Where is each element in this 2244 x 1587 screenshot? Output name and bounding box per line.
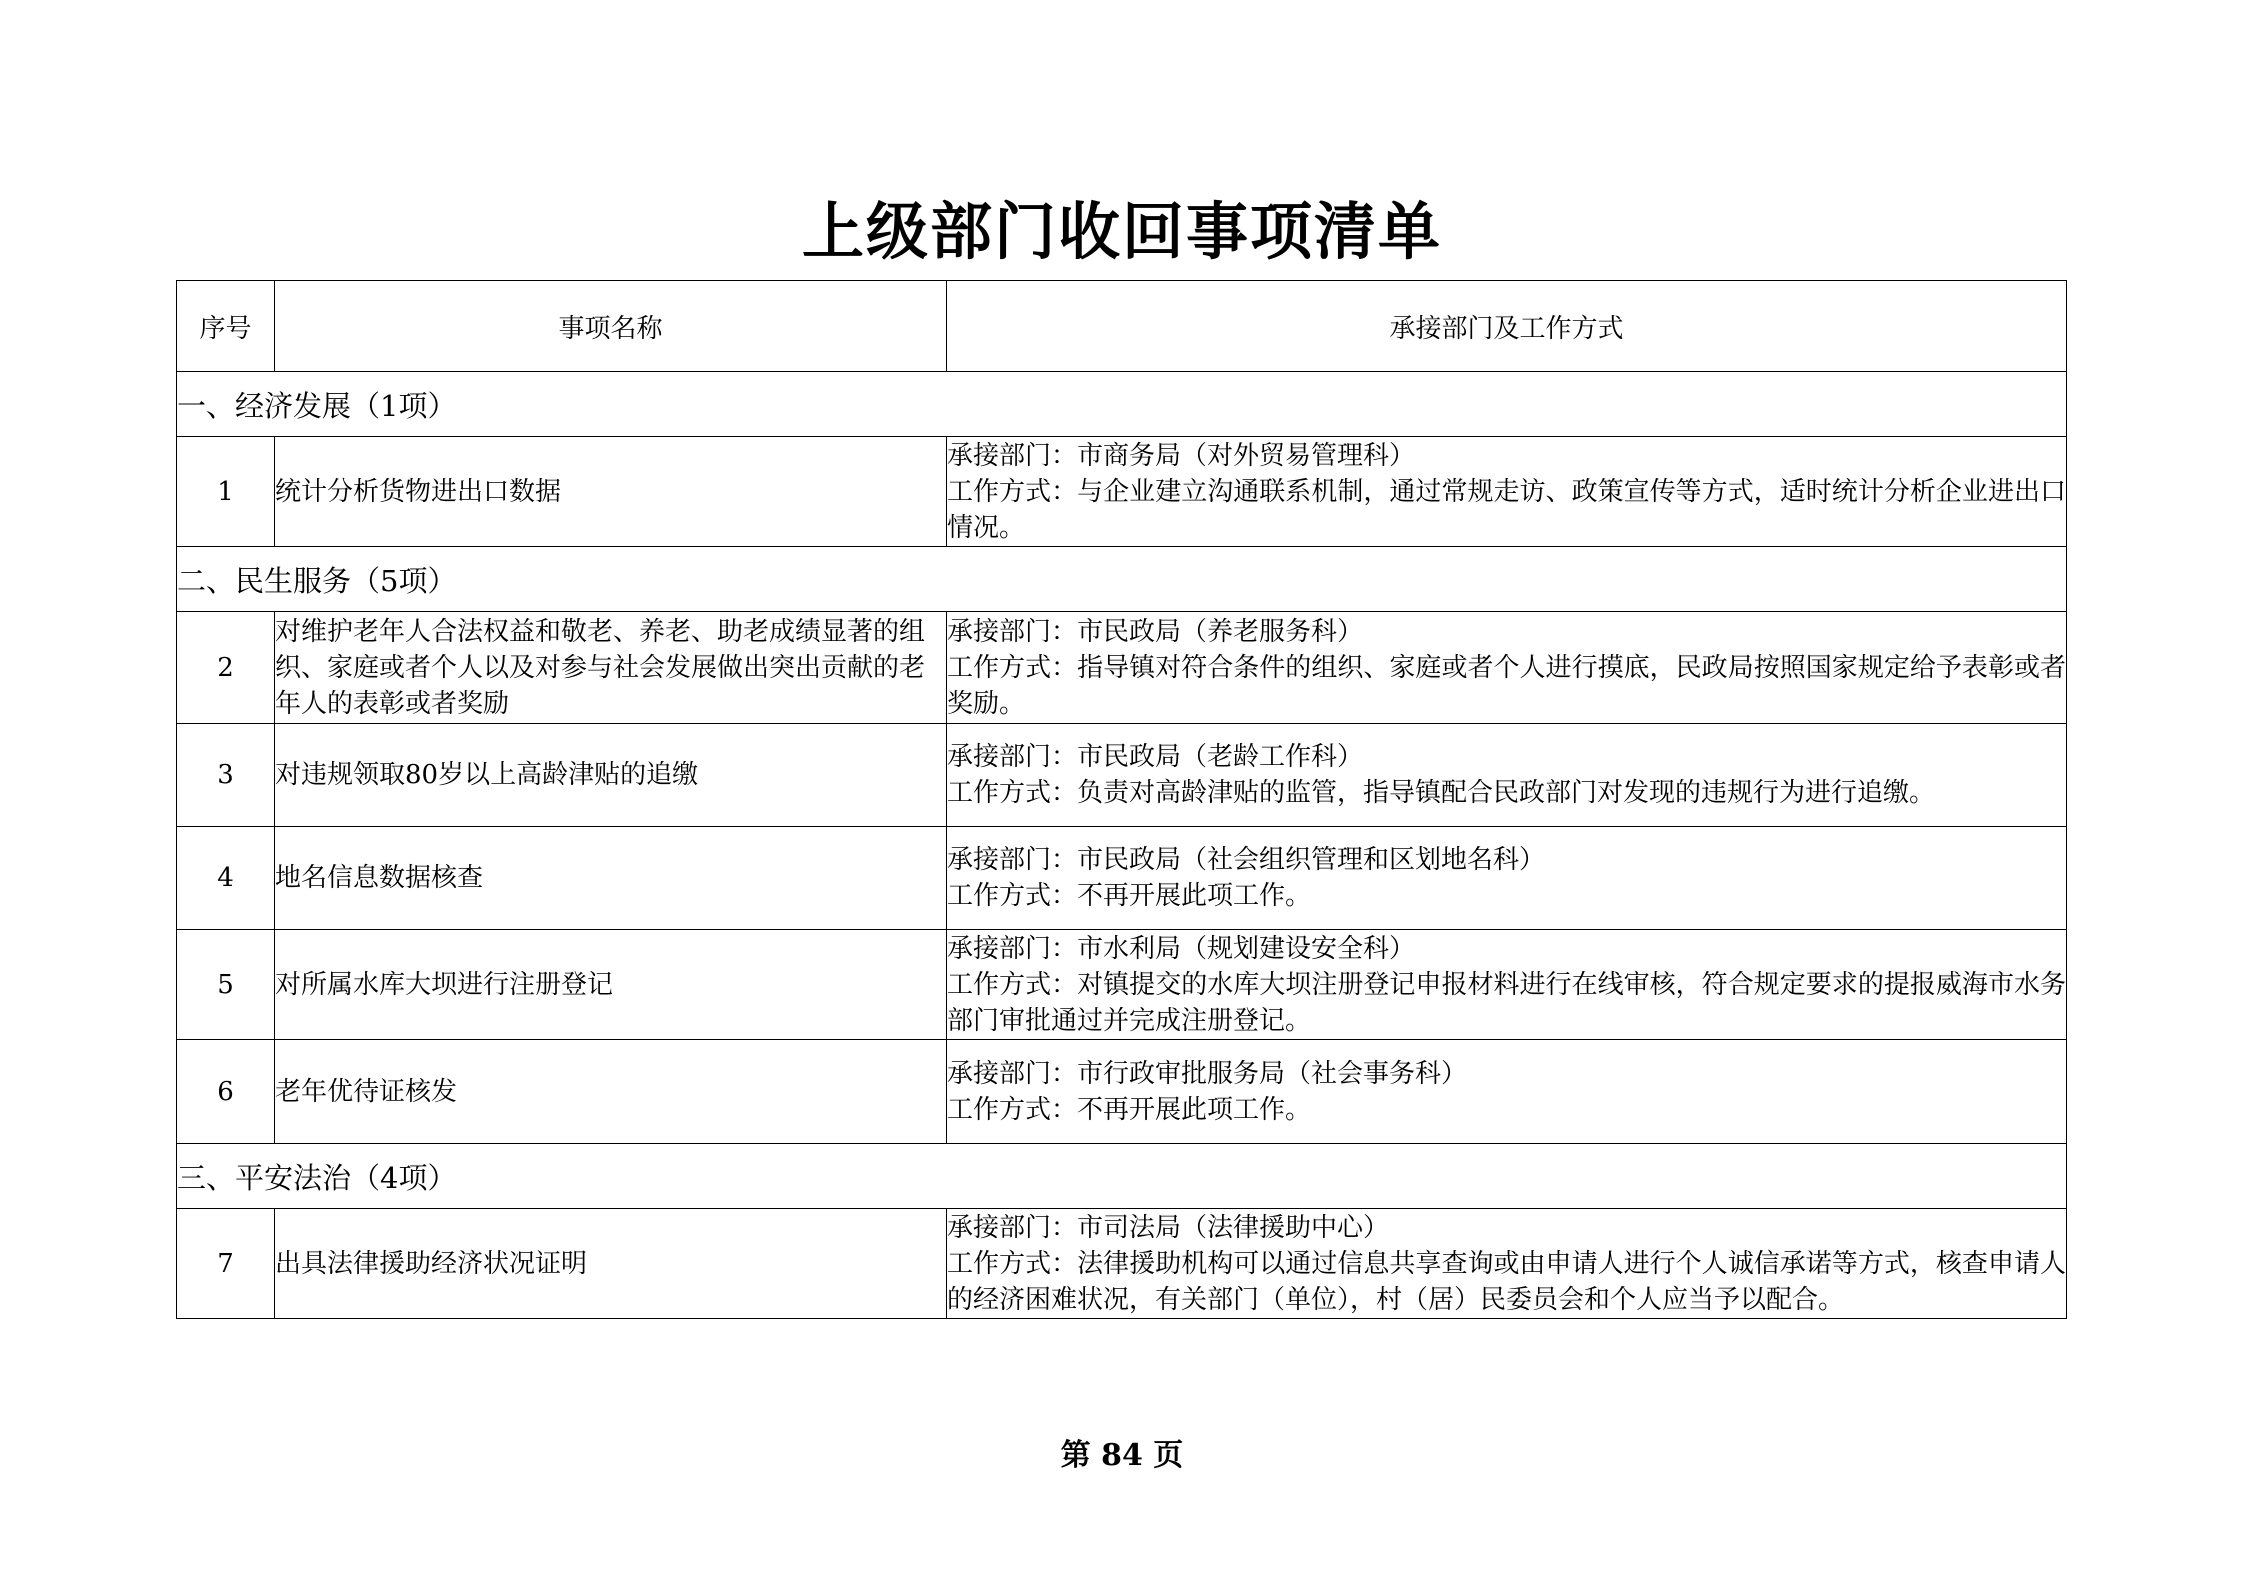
row-name: 对违规领取80岁以上高龄津贴的追缴 [275,724,947,827]
row-dept-cell [947,930,2067,1040]
row-dept-cell [947,1209,2067,1319]
page-number: 第 84 页 [1060,1438,1184,1473]
section-row [177,1144,2067,1209]
table-row [177,1209,2067,1319]
row-seq: 1 [177,437,275,547]
header-seq: 序号 [177,281,275,372]
row-dept-cell [947,612,2067,724]
row-seq: 5 [177,930,275,1040]
section-row [177,372,2067,437]
header-name: 事项名称 [275,281,947,372]
row-method: 工作方式：指导镇对符合条件的组织、家庭或者个人进行摸底，民政局按照国家规定给予表彰或者奖励。 [947,652,2066,719]
section-row [177,547,2067,612]
row-method: 工作方式：与企业建立沟通联系机制，通过常规走访、政策宣传等方式，适时统计分析企业进出口情况。 [947,476,2066,543]
row-dept: 承接部门：市商务局（对外贸易管理科） [947,440,1416,471]
row-method: 工作方式：负责对高龄津贴的监管，指导镇配合民政部门对发现的违规行为进行追缴。 [947,778,1936,808]
header-dept: 承接部门及工作方式 [947,281,2067,372]
row-seq: 6 [177,1040,275,1144]
row-seq: 4 [177,827,275,930]
row-name: 对维护老年人合法权益和敬老、养老、助老成绩显著的组织、家庭或者个人以及对参与社会发展做出突出贡献的老年人的表彰或者奖励 [275,612,947,724]
row-seq: 2 [177,612,275,724]
row-name: 对所属水库大坝进行注册登记 [275,930,947,1040]
row-method: 工作方式：不再开展此项工作。 [947,1094,1312,1125]
row-dept: 承接部门：市民政局（老龄工作科） [947,742,1364,772]
section-label: 一、经济发展（1项） [177,372,2067,437]
table-row [177,437,2067,547]
section-label: 二、民生服务（5项） [177,547,2067,612]
table-row [177,724,2067,827]
row-dept-cell [947,437,2067,547]
row-name: 老年优待证核发 [275,1040,947,1144]
section-label: 三、平安法治（4项） [177,1144,2067,1209]
row-dept: 承接部门：市司法局（法律援助中心） [947,1212,1390,1243]
row-name: 统计分析货物进出口数据 [275,437,947,547]
row-seq: 3 [177,724,275,827]
table-row [177,612,2067,724]
document-title: 上级部门收回事项清单 [801,195,1442,268]
row-dept-cell [947,827,2067,930]
items-table [176,280,2067,1319]
row-dept: 承接部门：市民政局（社会组织管理和区划地名科） [947,845,1546,875]
table-row [177,930,2067,1040]
row-dept: 承接部门：市水利局（规划建设安全科） [947,933,1416,964]
row-name: 出具法律援助经济状况证明 [275,1209,947,1319]
row-dept: 承接部门：市行政审批服务局（社会事务科） [947,1058,1468,1089]
row-dept-cell [947,1040,2067,1144]
table-row [177,827,2067,930]
row-dept: 承接部门：市民政局（养老服务科） [947,616,1364,647]
row-method: 工作方式：对镇提交的水库大坝注册登记申报材料进行在线审核，符合规定要求的提报威海市水务部门审批通过并完成注册登记。 [947,969,2066,1036]
row-method: 工作方式：不再开展此项工作。 [947,881,1312,911]
row-method: 工作方式：法律援助机构可以通过信息共享查询或由申请人进行个人诚信承诺等方式，核查申请人的经济困难状况，有关部门（单位），村（居）民委员会和个人应当予以配合。 [947,1248,2066,1315]
header-row [177,281,2067,372]
row-seq: 7 [177,1209,275,1319]
row-name: 地名信息数据核查 [275,827,947,930]
row-dept-cell [947,724,2067,827]
table-row [177,1040,2067,1144]
